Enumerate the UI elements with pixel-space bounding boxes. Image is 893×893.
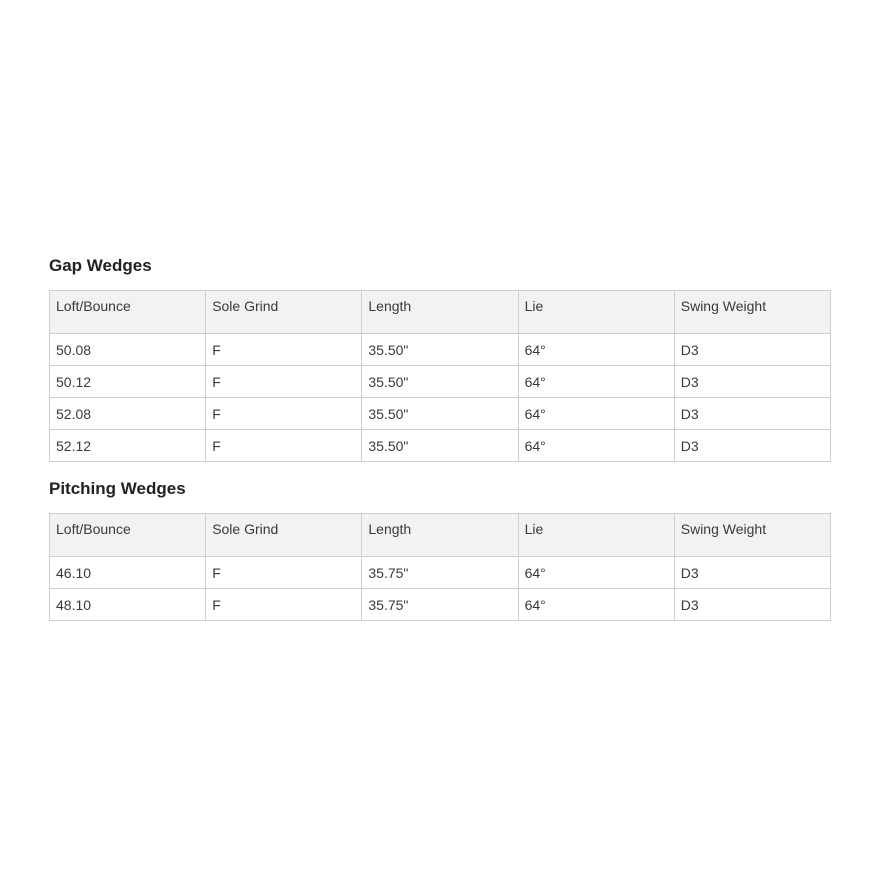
cell-lie: 64° [518,366,674,398]
cell-swing-weight: D3 [674,398,830,430]
gap-wedges-title: Gap Wedges [49,256,152,275]
header-loft-bounce: Loft/Bounce [50,291,206,334]
cell-loft-bounce: 48.10 [50,589,206,621]
pitching-wedges-table [49,513,831,621]
cell-lie: 64° [518,398,674,430]
cell-loft-bounce: 52.08 [50,398,206,430]
cell-length: 35.75" [362,557,518,589]
table-row [50,430,831,462]
header-swing-weight: Swing Weight [674,291,830,334]
table-header-row [50,291,831,334]
cell-lie: 64° [518,589,674,621]
cell-lie: 64° [518,334,674,366]
cell-sole-grind: F [206,430,362,462]
gap-wedges-section [49,254,831,462]
cell-lie: 64° [518,430,674,462]
header-length: Length [362,291,518,334]
cell-swing-weight: D3 [674,334,830,366]
cell-sole-grind: F [206,398,362,430]
cell-swing-weight: D3 [674,589,830,621]
header-swing-weight: Swing Weight [674,514,830,557]
cell-loft-bounce: 46.10 [50,557,206,589]
cell-length: 35.75" [362,589,518,621]
cell-loft-bounce: 52.12 [50,430,206,462]
cell-length: 35.50" [362,430,518,462]
header-sole-grind: Sole Grind [206,514,362,557]
cell-sole-grind: F [206,334,362,366]
gap-wedges-table [49,290,831,462]
table-row [50,589,831,621]
cell-sole-grind: F [206,366,362,398]
header-lie: Lie [518,291,674,334]
cell-length: 35.50" [362,366,518,398]
header-lie: Lie [518,514,674,557]
table-row [50,398,831,430]
header-sole-grind: Sole Grind [206,291,362,334]
cell-length: 35.50" [362,398,518,430]
cell-sole-grind: F [206,589,362,621]
cell-swing-weight: D3 [674,557,830,589]
cell-swing-weight: D3 [674,430,830,462]
cell-lie: 64° [518,557,674,589]
pitching-wedges-section [49,477,831,621]
cell-sole-grind: F [206,557,362,589]
pitching-wedges-title: Pitching Wedges [49,479,186,498]
table-header-row [50,514,831,557]
cell-loft-bounce: 50.12 [50,366,206,398]
table-row [50,334,831,366]
header-loft-bounce: Loft/Bounce [50,514,206,557]
header-length: Length [362,514,518,557]
cell-length: 35.50" [362,334,518,366]
table-row [50,366,831,398]
cell-swing-weight: D3 [674,366,830,398]
table-row [50,557,831,589]
cell-loft-bounce: 50.08 [50,334,206,366]
